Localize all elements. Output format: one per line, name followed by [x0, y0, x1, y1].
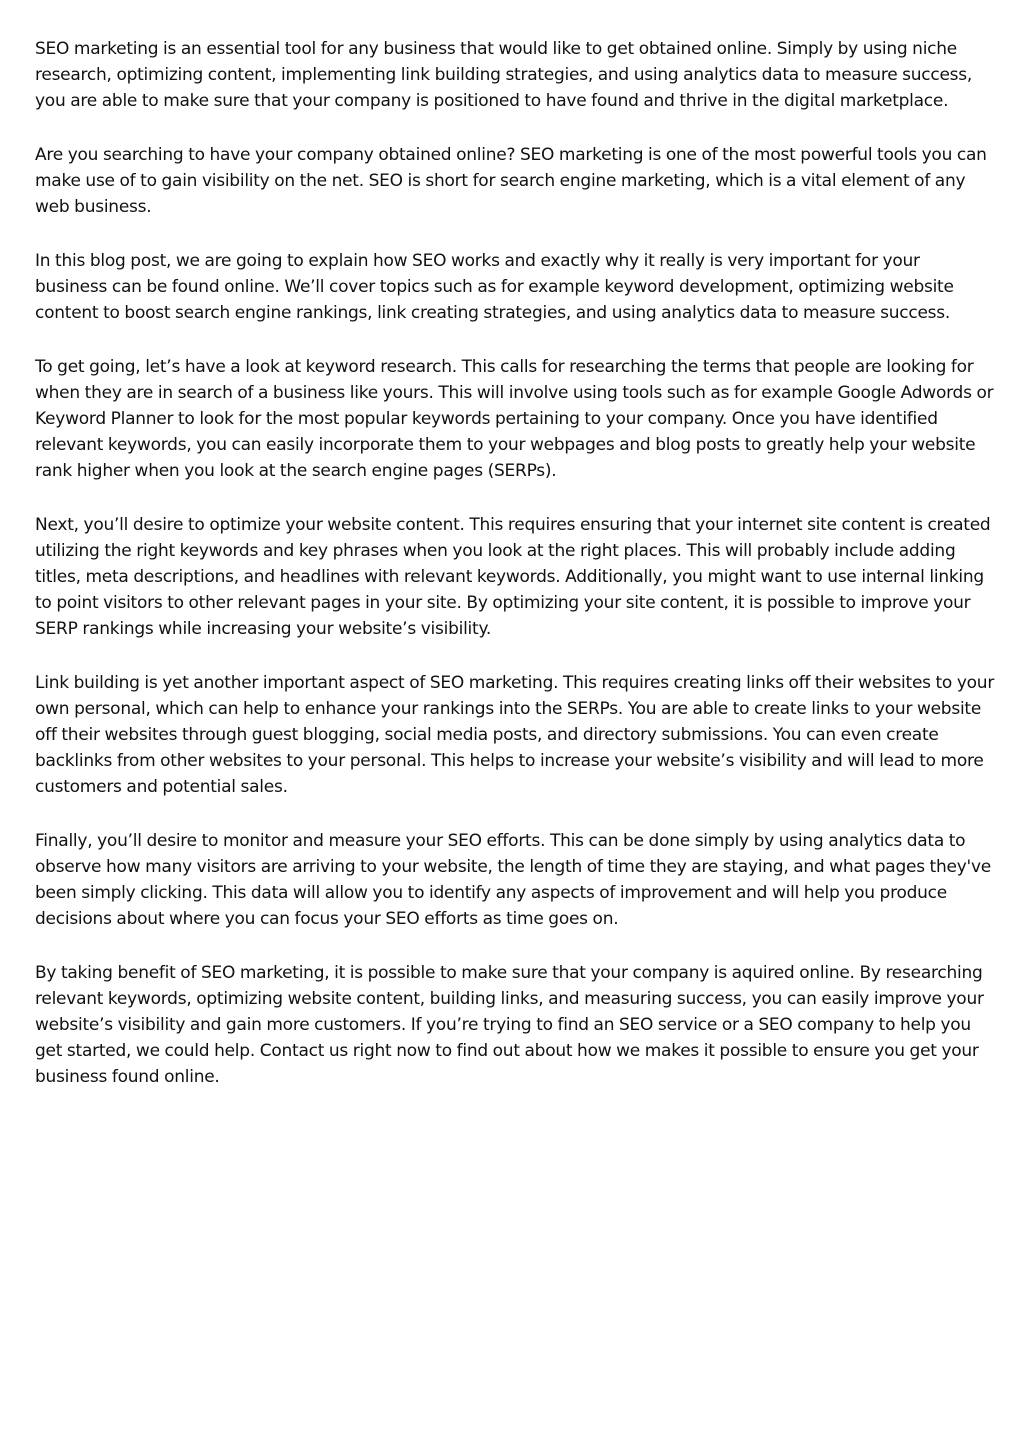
document-body	[35, 36, 995, 1118]
paragraph-searching: Are you searching to have your company obtained online? SEO marketing is one of the most powerful tools you can make use of to gain visibility on the net. SEO is short for search engine marketing, which is a vital element of any web business.	[35, 145, 987, 217]
paragraph-optimize-content: Next, you’ll desire to optimize your website content. This requires ensuring that your internet site content is created utilizing the right keywords and key phrases when you look at the right places. This will probably include adding titles, meta descriptions, and headlines with relevant keywords. Additionally, you might want to use internal linking to point visitors to other relevant pages in your site. By optimizing your site content, it is possible to improve your SERP rankings while increasing your website’s visibility.	[35, 515, 991, 639]
paragraph-keyword-research: To get going, let’s have a look at keyword research. This calls for researching the terms that people are looking for when they are in search of a business like yours. This will involve using tools such as for example Google Adwords or Keyword Planner to look for the most popular keywords pertaining to your company. Once you have identified relevant keywords, you can easily incorporate them to your webpages and blog posts to greatly help your website rank higher when you look at the search engine pages (SERPs).	[35, 357, 994, 481]
paragraph-conclusion: By taking benefit of SEO marketing, it is possible to make sure that your company is aquired online. By researching relevant keywords, optimizing website content, building links, and measuring success, you can easily improve your website’s visibility and gain more customers. If you’re trying to find an SEO service or a SEO company to help you get started, we could help. Contact us right now to find out about how we makes it possible to ensure you get your business found online.	[35, 963, 984, 1087]
paragraph-intro: SEO marketing is an essential tool for any business that would like to get obtained online. Simply by using niche research, optimizing content, implementing link building strategies, and using analytics data to measure success, you are able to make sure that your company is positioned to have found and thrive in the digital marketplace.	[35, 39, 973, 111]
paragraph-blog-post: In this blog post, we are going to explain how SEO works and exactly why it really is very important for your business can be found online. We’ll cover topics such as for example keyword development, optimizing website content to boost search engine rankings, link creating strategies, and using analytics data to measure success.	[35, 251, 954, 323]
paragraph-monitor-measure: Finally, you’ll desire to monitor and measure your SEO efforts. This can be done simply by using analytics data to observe how many visitors are arriving to your website, the length of time they are staying, and what pages they've been simply clicking. This data will allow you to identify any aspects of improvement and will help you produce decisions about where you can focus your SEO efforts as time goes on.	[35, 831, 991, 929]
paragraph-link-building: Link building is yet another important aspect of SEO marketing. This requires creating links off their websites to your own personal, which can help to enhance your rankings into the SERPs. You are able to create links to your website off their websites through guest blogging, social media posts, and directory submissions. You can even create backlinks from other websites to your personal. This helps to increase your website’s visibility and will lead to more customers and potential sales.	[35, 673, 995, 797]
